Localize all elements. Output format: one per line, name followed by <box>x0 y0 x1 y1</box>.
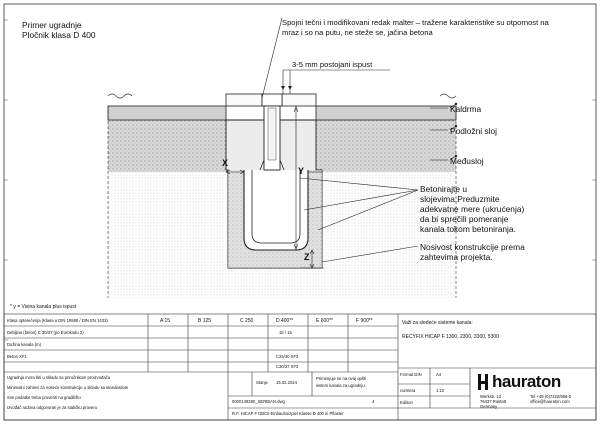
drawing-title-line1: Primer ugradnje <box>22 20 82 30</box>
row4-label: Beton XF1 <box>7 354 27 359</box>
note-4: Izvođač radova odgovoran je za statičku proveru <box>7 405 98 410</box>
note-2: Minimalni zahtevi za noseće konstrukcije u skladu sa standardom <box>7 385 129 390</box>
row2-value: 15 / 15 <box>279 330 292 335</box>
class-c250: C 250 <box>240 318 254 324</box>
scale-label: razmera <box>400 388 416 393</box>
edition-label: Ediiton <box>400 400 413 405</box>
address-line2: 76437 Rastatt <box>480 399 507 404</box>
callout-interlayer: Međusloj <box>450 156 484 166</box>
callout-joints-line1: Spojni tečni i modifikovani redak malter – tražene karakteristike su otpornost na <box>282 18 549 27</box>
note-1: Ugradnja mora biti u skladu sa priručnikom proizvođača <box>7 375 111 380</box>
contact-email: office@hauraton.com <box>530 399 570 404</box>
format-value: A4 <box>436 372 442 377</box>
scale-value: 1:10 <box>436 388 445 393</box>
row2-label: Debljina (beton) C 30/37 (po Eurokodu 2) <box>7 330 84 335</box>
contact-phone: Tel +49 (0)7222/958-0 <box>530 394 572 399</box>
callout-concrete-4: da bi sprečili pomeranje <box>420 214 509 224</box>
variant-value: RECYFIX HICAP F 1300, 2300, 3300, 5300 <box>402 334 499 340</box>
callout-gap: 3-5 mm postojani ispust <box>292 60 373 69</box>
date-label: Stanje <box>256 380 268 385</box>
class-b125: B 125 <box>198 318 212 324</box>
company-logo <box>478 372 590 392</box>
dimension-x-label: X <box>222 158 229 168</box>
variant-heading: Važi za sledeće sisteme kanala: <box>402 320 473 326</box>
callout-base-2: zahtevima projekta. <box>420 252 493 262</box>
callout-base-1: Nosivost konstrukcije prema <box>420 242 525 252</box>
logo-mark-bar <box>478 381 488 384</box>
footnote: * y = Visina kanala plus ispust <box>10 304 77 310</box>
class-e600: E 600** <box>316 318 333 324</box>
filename: 0000149280_SERBIAN.dwg <box>232 399 285 404</box>
callout-concrete-5: kanala tokom betoniranja. <box>420 224 516 234</box>
drawing-title-footer: R.F. HICAP F DBC0 Einbauhoizpiel Klasse D 400 in Pflaster <box>232 411 344 416</box>
drawing-desc-1: Primenjuje se na ovaj opšti <box>316 376 367 381</box>
company-name: hauraton <box>492 372 561 391</box>
date-value: 15.02.2024 <box>276 380 297 385</box>
format-label: Format DIN <box>400 372 422 377</box>
drawing-desc-2: sistem kanala za ugradnju. <box>316 383 366 388</box>
callout-joints-line2: mraz i so na putu, ne steže se, jačina betona <box>282 28 433 37</box>
callout-concrete-2: slojevima.Preduzmite <box>420 194 500 204</box>
callout-paving: Kaldrma <box>450 104 482 114</box>
class-f900: F 900** <box>356 318 373 324</box>
row4-value: C25/30 XF3 <box>276 354 299 359</box>
drawing-title-line2: Pločnik klasa D 400 <box>22 30 96 40</box>
note-3: Sve podatke treba proveriti na gradilištu <box>7 395 81 400</box>
callout-sublayer: Podložni sloj <box>450 126 498 136</box>
class-row-label: Klasa opterećenja (Klasa u DIN 19580 / DIN EN 1433) <box>7 318 108 323</box>
dimension-y-label: Y <box>298 166 305 176</box>
sheet-number: 4 <box>372 399 375 404</box>
callout-concrete-3: adekvatne mere (ukrućenja) <box>420 204 525 214</box>
dimension-z-label: Z <box>304 252 310 262</box>
row3-label: Dužinа kanala (m) <box>7 342 41 347</box>
address-line3: Germany <box>480 404 498 409</box>
class-d400: D 400** <box>276 318 294 324</box>
address-line1: Werkstr. 13 <box>480 394 502 399</box>
callout-concrete-1: Betonirajte u <box>420 184 468 194</box>
class-a15: A 15 <box>160 318 171 324</box>
row5-value: C30/37 XF3 <box>276 364 299 369</box>
